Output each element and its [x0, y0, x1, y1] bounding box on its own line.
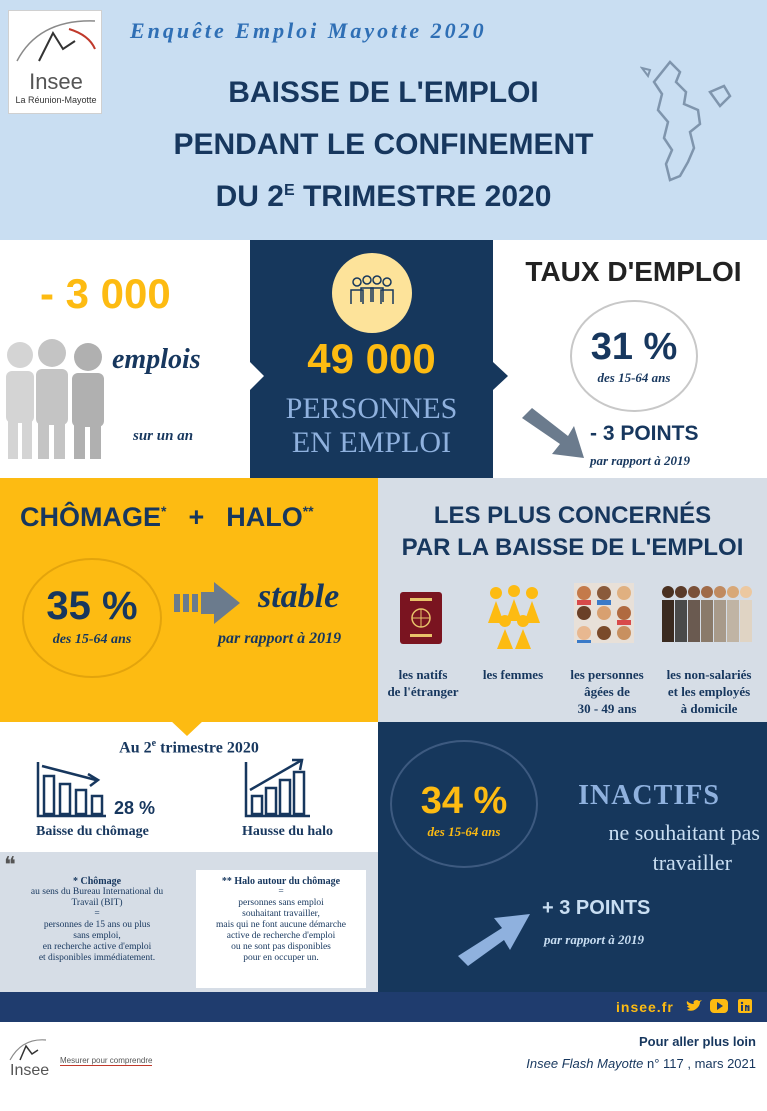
unemployment-value: 35 % — [46, 584, 138, 628]
concerned-title-line1: LES PLUS CONCERNÉS — [433, 502, 712, 529]
inactive-change: + 3 POINTS — [542, 897, 651, 919]
employed-label-line1: PERSONNES — [285, 392, 458, 425]
diverse-people-icon — [660, 584, 756, 642]
definition-halo: ** Halo autour du chômage = personnes sans emploi souhaitant travailler, mais qui ne font aucune démarche active de recherche d'emploi ou ne sont pas disponibles pour en occuper un. — [196, 870, 366, 988]
definition-unemployment: * Chômage au sens du Bureau International du Travail (BIT) = personnes de 15 ans ou plus sans emploi, en recherche active d'emploi et disponibles immédiatement. — [30, 876, 164, 963]
unemployment-trend: stable — [258, 578, 340, 615]
linkedin-icon[interactable] — [738, 999, 752, 1013]
unemployment-drop-value: 28 % — [114, 798, 156, 818]
concerned-title-line2: PAR LA BAISSE DE L'EMPLOI — [401, 534, 744, 561]
group-natives: les natifs de l'étranger — [387, 667, 459, 699]
title-line-3: DU $2^E$ TRIMESTRE 2020 — [215, 180, 552, 213]
passport-icon — [398, 590, 444, 646]
people-silhouettes-icon — [0, 335, 130, 460]
inactive-title: INACTIFS — [578, 780, 720, 811]
unemployment-age: des 15-64 ans — [52, 632, 132, 647]
employment-rate-comparison: par rapport à 2019 — [590, 453, 691, 468]
logo-wordmark: Insee — [29, 69, 83, 94]
insee-footer-logo-mark-icon — [8, 1036, 48, 1062]
footer-logo-wordmark: Insee — [10, 1062, 50, 1079]
quarter-title: Au 2e trimestre 2020 — [119, 738, 259, 757]
publication-reference[interactable]: Insee Flash Mayotte n° 117 , mars 2021 — [526, 1056, 756, 1071]
group-age-30-49: les personnes âgées de 30 - 49 ans — [570, 667, 644, 716]
survey-name: Enquête Emploi Mayotte 2020 — [130, 18, 487, 43]
adults-portraits-icon — [574, 583, 634, 643]
title-line-2: PENDANT LE CONFINEMENT — [173, 128, 594, 161]
employed-value: 49 000 — [307, 335, 436, 382]
halo-rise-label: Hausse du halo — [242, 824, 334, 839]
arrow-up-right-icon — [456, 910, 534, 968]
quote-open-icon: ❝ — [4, 852, 16, 877]
group-women: les femmes — [482, 667, 544, 682]
youtube-icon[interactable] — [710, 999, 728, 1013]
more-info-title: Pour aller plus loin — [638, 1034, 756, 1049]
employment-rate-title: TAUX D'EMPLOI — [525, 256, 742, 287]
logo-subtitle: La Réunion-Mayotte — [15, 95, 97, 105]
inactive-comparison: par rapport à 2019 — [544, 932, 645, 947]
employment-rate-value: 31 % — [590, 326, 678, 368]
inactive-line2: ne souhaitant pas — [608, 820, 760, 845]
inactive-value: 34 % — [420, 780, 508, 822]
arrow-right-icon — [170, 582, 242, 624]
bars-down-icon — [36, 760, 108, 818]
employment-rate-change: - 3 POINTS — [590, 422, 699, 445]
insee-logo-mark-icon — [9, 11, 103, 71]
inactive-age: des 15-64 ans — [427, 824, 501, 839]
arrow-down-right-icon — [518, 404, 590, 462]
group-self-employed: les non-salariés et les employés à domicile — [666, 667, 752, 716]
inactive-line3: travailler — [652, 850, 732, 875]
callout-pointer — [170, 720, 204, 736]
twitter-icon[interactable] — [686, 999, 702, 1013]
bars-up-icon — [244, 756, 312, 818]
jobs-period: sur un an — [133, 428, 194, 444]
unemployment-drop-label: Baisse du chômage — [36, 824, 149, 839]
employment-rate-age: des 15-64 ans — [597, 370, 671, 385]
unemployment-title: CHÔMAGE* + HALO** — [20, 502, 314, 532]
mayotte-map-icon — [640, 52, 750, 187]
jobs-label: emplois — [112, 344, 201, 375]
unemployment-comparison: par rapport à 2019 — [218, 630, 342, 647]
women-group-icon — [486, 583, 542, 649]
insee-site-link[interactable]: insee.fr — [616, 999, 674, 1015]
jobs-change-value: - 3 000 — [40, 270, 171, 317]
footer-tagline: Mesurer pour comprendre — [60, 1056, 153, 1065]
employed-label-line2: EN EMPLOI — [291, 426, 452, 459]
title-line-1: BAISSE DE L'EMPLOI — [228, 76, 539, 109]
group-people-icon — [331, 252, 413, 334]
